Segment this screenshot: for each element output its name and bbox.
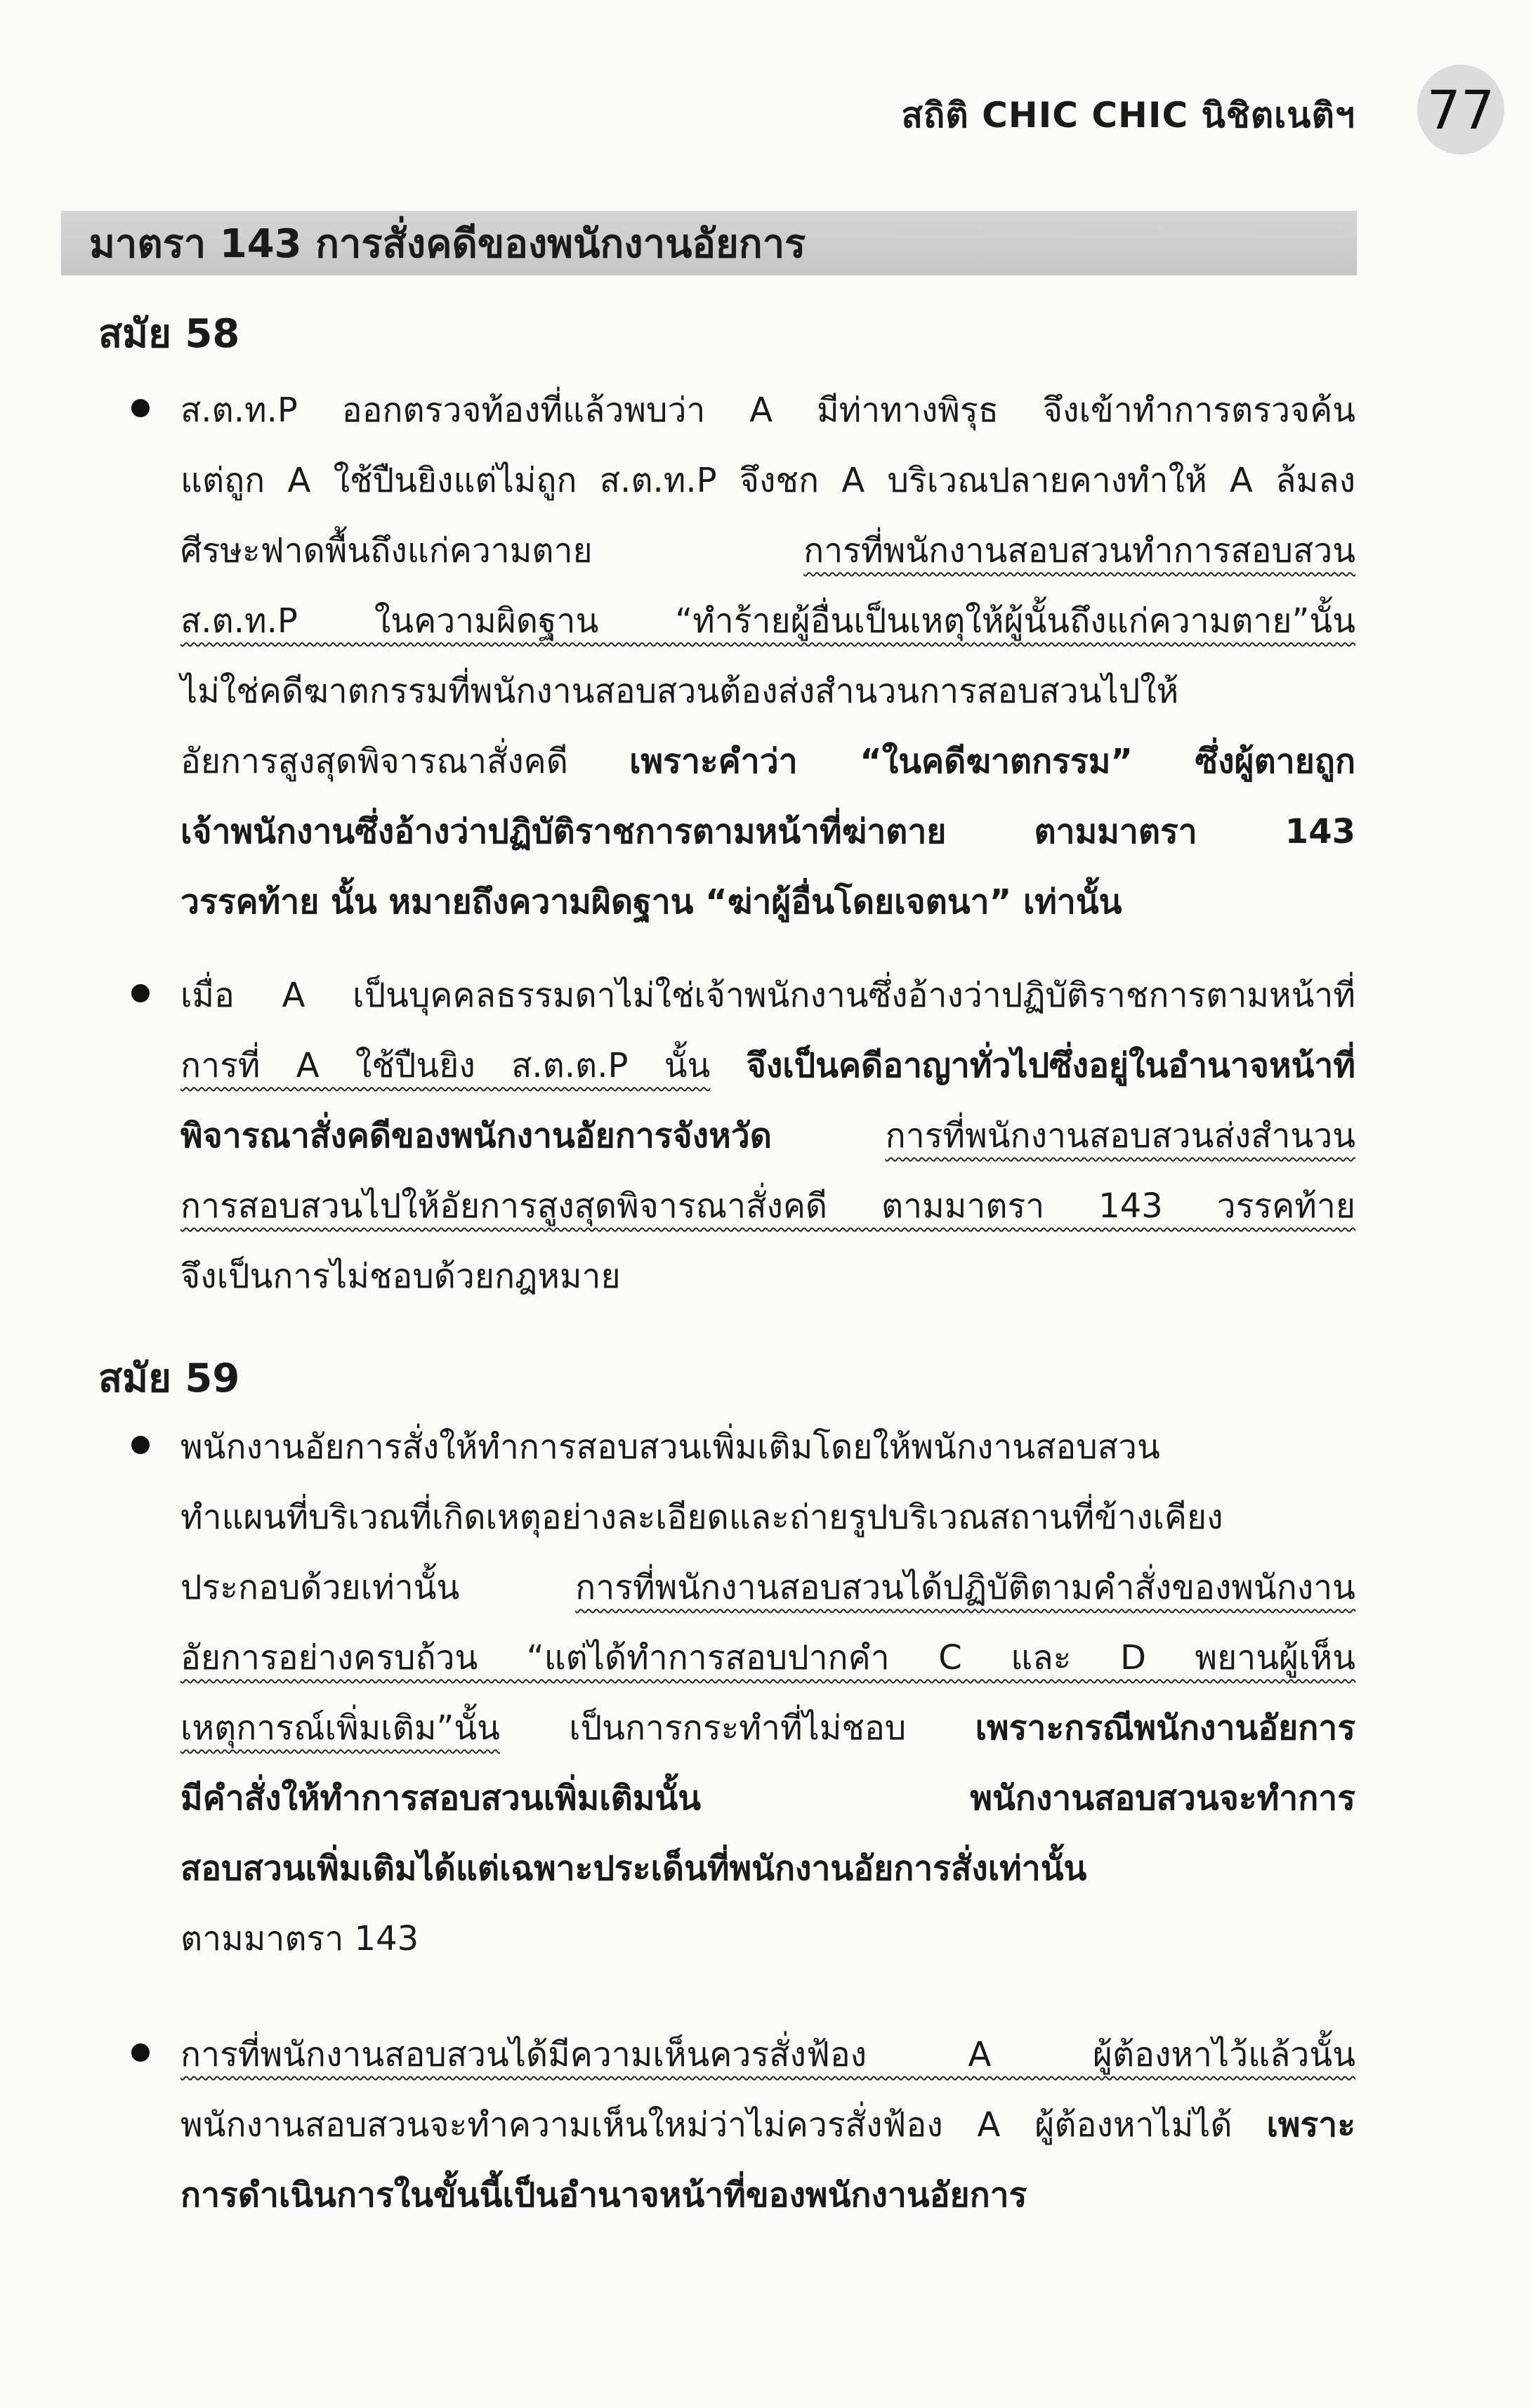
session-heading: สมัย 59 bbox=[98, 1356, 240, 1401]
body-text: ตามมาตรา 143 bbox=[180, 1919, 419, 1958]
text-line bbox=[180, 656, 1355, 726]
bold-text: เพราะ bbox=[1266, 2105, 1355, 2145]
page-number: 77 bbox=[1417, 65, 1504, 155]
body-text: ไม่ใช่คดีฆาตกรรมที่พนักงานสอบสวนต้องส่งสำนวนการสอบสวนไปให้ bbox=[180, 672, 1179, 711]
underlined-text: การที่พนักงานสอบสวนได้มีความเห็นควรสั่งฟ้อง A ผู้ต้องหาไว้แล้วนั้น bbox=[180, 2035, 1355, 2074]
body-text: ประกอบด้วยเท่านั้น bbox=[180, 1568, 576, 1607]
bullet-block bbox=[180, 1412, 1355, 1974]
underlined-text: การที่พนักงานสอบสวนทำการสอบสวน bbox=[803, 531, 1355, 570]
text-line bbox=[180, 1904, 1355, 1974]
body-text bbox=[772, 1116, 886, 1156]
section-title-bar bbox=[61, 211, 1357, 275]
text-line bbox=[180, 1101, 1355, 1171]
body-text: เป็นการกระทำที่ไม่ชอบ bbox=[499, 1708, 975, 1748]
text-line bbox=[180, 445, 1355, 516]
text-line bbox=[180, 797, 1355, 867]
bullet-block bbox=[180, 375, 1355, 937]
text-line bbox=[180, 1482, 1355, 1552]
bold-text: การดำเนินการในขั้นนี้เป็นอำนาจหน้าที่ของพนักงานอัยการ bbox=[180, 2175, 1027, 2215]
body-text: พนักงานสอบสวนจะทำความเห็นใหม่ว่าไม่ควรสั่งฟ้อง A ผู้ต้องหาไม่ได้ bbox=[180, 2105, 1267, 2145]
body-text: ศีรษะฟาดพื้นถึงแก่ความตาย bbox=[180, 531, 804, 570]
bullet-icon bbox=[131, 399, 150, 417]
text-line bbox=[180, 1833, 1355, 1904]
text-line bbox=[180, 1623, 1355, 1693]
underlined-text: อัยการอย่างครบถ้วน “แต่ได้ทำการสอบปากคำ C และ D พยานผู้เห็น bbox=[180, 1638, 1355, 1677]
bold-text: เพราะกรณีพนักงานอัยการ bbox=[975, 1708, 1355, 1748]
text-line bbox=[180, 1693, 1355, 1763]
text-line bbox=[180, 2090, 1355, 2160]
text-line bbox=[180, 1171, 1355, 1241]
text-line bbox=[180, 375, 1355, 445]
text-line bbox=[180, 516, 1355, 586]
underlined-text: การที่พนักงานสอบสวนส่งสำนวน bbox=[885, 1116, 1355, 1156]
body-text: แต่ถูก A ใช้ปืนยิงแต่ไม่ถูก ส.ต.ท.P จึงชก A บริเวณปลายคางทำให้ A ล้มลง bbox=[180, 461, 1355, 500]
underlined-text: ส.ต.ท.P ในความผิดฐาน “ทำร้ายผู้อื่นเป็นเหตุให้ผู้นั้นถึงแก่ความตาย”นั้น bbox=[180, 601, 1355, 641]
text-line bbox=[180, 1552, 1355, 1623]
underlined-text: การที่พนักงานสอบสวนได้ปฏิบัติตามคำสั่งของพนักงาน bbox=[575, 1568, 1355, 1607]
text-line bbox=[180, 1763, 1355, 1833]
bullet-block bbox=[180, 960, 1355, 1311]
session-heading: สมัย 58 bbox=[98, 311, 240, 357]
body-text: ส.ต.ท.P ออกตรวจท้องที่แล้วพบว่า A มีท่าทางพิรุธ จึงเข้าทำการตรวจค้น bbox=[180, 391, 1355, 430]
bold-text: พิจารณาสั่งคดีของพนักงานอัยการจังหวัด bbox=[180, 1116, 772, 1156]
body-text: อัยการสูงสุดพิจารณาสั่งคดี bbox=[180, 742, 630, 781]
bold-text: จึงเป็นคดีอาญาทั่วไปซึ่งอยู่ในอำนาจหน้าที่ bbox=[746, 1046, 1355, 1085]
text-line bbox=[180, 867, 1355, 937]
bold-text: วรรคท้าย นั้น หมายถึงความผิดฐาน “ฆ่าผู้อื่นโดยเจตนา” เท่านั้น bbox=[180, 882, 1122, 922]
text-line bbox=[180, 960, 1355, 1030]
text-line bbox=[180, 1241, 1355, 1311]
running-head: สถิติ CHIC CHIC นิชิตเนติฯ bbox=[901, 95, 1355, 136]
body-text: ทำแผนที่บริเวณที่เกิดเหตุอย่างละเอียดและถ่ายรูปบริเวณสถานที่ข้างเคียง bbox=[180, 1498, 1223, 1537]
bold-text: เพราะคำว่า “ในคดีฆาตกรรม” ซึ่งผู้ตายถูก bbox=[629, 742, 1355, 781]
body-text: พนักงานอัยการสั่งให้ทำการสอบสวนเพิ่มเติมโดยให้พนักงานสอบสวน bbox=[180, 1427, 1160, 1467]
bullet-icon bbox=[131, 984, 150, 1002]
bold-text: สอบสวนเพิ่มเติมได้แต่เฉพาะประเด็นที่พนักงานอัยการสั่งเท่านั้น bbox=[180, 1849, 1087, 1888]
bullet-icon bbox=[131, 2043, 150, 2062]
text-line bbox=[180, 726, 1355, 797]
underlined-text: การสอบสวนไปให้อัยการสูงสุดพิจารณาสั่งคดี ตามมาตรา 143 วรรคท้าย bbox=[180, 1186, 1355, 1226]
text-line bbox=[180, 1412, 1355, 1482]
underlined-text: การที่ A ใช้ปืนยิง ส.ต.ต.P นั้น bbox=[180, 1046, 711, 1085]
body-text bbox=[710, 1046, 746, 1085]
text-line bbox=[180, 586, 1355, 656]
bold-text: มีคำสั่งให้ทำการสอบสวนเพิ่มเติมนั้น พนักงานสอบสวนจะทำการ bbox=[180, 1779, 1355, 1818]
underlined-text: เหตุการณ์เพิ่มเติม”นั้น bbox=[180, 1708, 500, 1748]
body-text: เมื่อ A เป็นบุคคลธรรมดาไม่ใช่เจ้าพนักงานซึ่งอ้างว่าปฏิบัติราชการตามหน้าที่ bbox=[180, 976, 1355, 1015]
bold-text: เจ้าพนักงานซึ่งอ้างว่าปฏิบัติราชการตามหน้าที่ฆ่าตาย ตามมาตรา 143 bbox=[180, 812, 1355, 851]
section-title: มาตรา 143 การสั่งคดีของพนักงานอัยการ bbox=[89, 221, 806, 267]
bullet-block bbox=[180, 2020, 1355, 2230]
bullet-icon bbox=[131, 1436, 150, 1454]
text-line bbox=[180, 1030, 1355, 1101]
text-line bbox=[180, 2160, 1355, 2230]
body-text: จึงเป็นการไม่ชอบด้วยกฎหมาย bbox=[180, 1257, 621, 1296]
text-line bbox=[180, 2020, 1355, 2090]
